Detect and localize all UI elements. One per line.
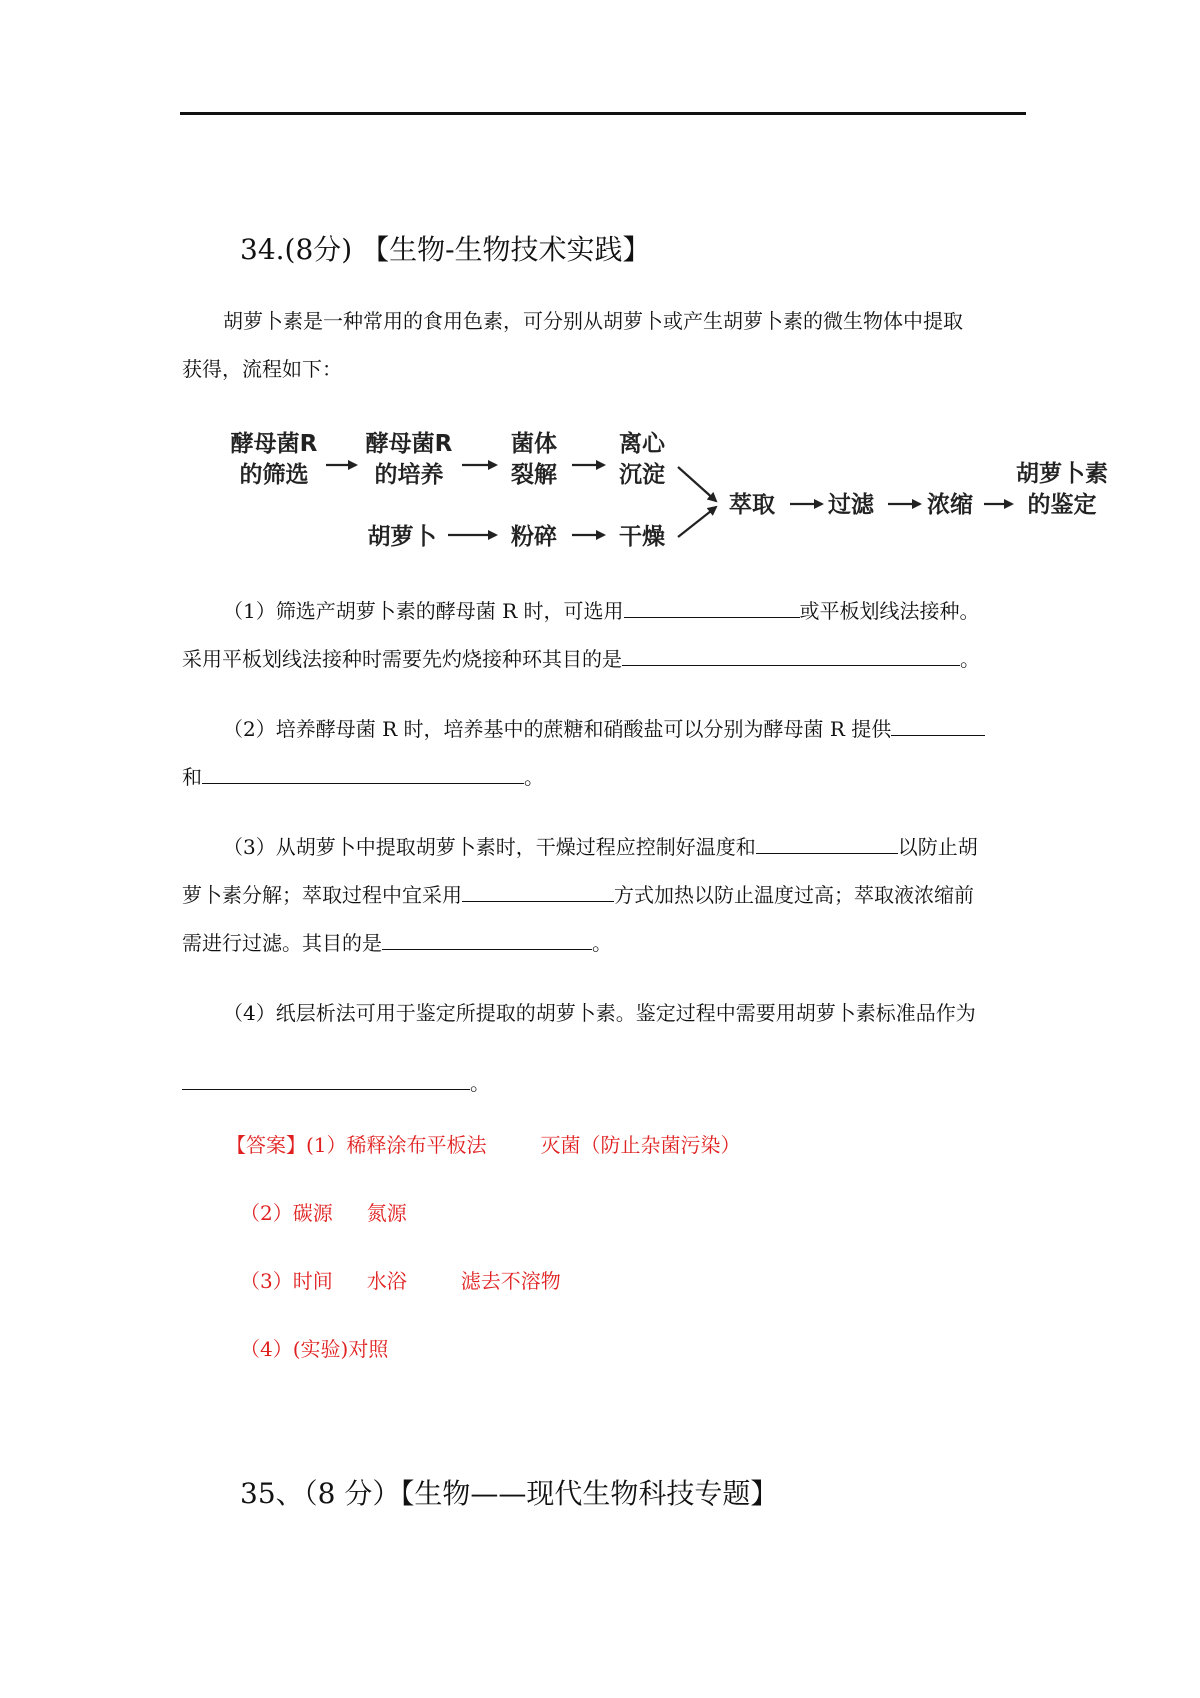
- header-rule: [180, 112, 1026, 115]
- q34-sub3-text-b: 以防止胡: [897, 835, 978, 859]
- q34-intro-line2: 获得，流程如下：: [182, 357, 342, 381]
- answer-2-number: （2）: [240, 1201, 293, 1225]
- q34-sub3-text-a: （3）从胡萝卜中提取胡萝卜素时，干燥过程应控制好温度和: [223, 835, 756, 859]
- q34-sub2-text-c: 。: [524, 765, 544, 789]
- flow-node-culture-line1: 酵母菌R: [365, 431, 453, 457]
- q34-sub1-text-d: 。: [960, 647, 980, 671]
- flow-node-culture-line2: 的培养: [374, 462, 444, 488]
- question-35-title: 35、（8 分）【生物——现代生物科技专题】: [240, 1477, 779, 1510]
- answer-line-1: [226, 1129, 741, 1158]
- q34-sub2-text-b: 和: [182, 765, 202, 789]
- answer-3c: 滤去不溶物: [460, 1269, 561, 1293]
- question-34-title: 34.(8分) 【生物-生物技术实践】: [240, 233, 651, 266]
- answer-1a: 稀释涂布平板法: [346, 1133, 487, 1157]
- flow-node-centrifuge-line2: 沉淀: [619, 462, 665, 488]
- flow-node-grind: 粉碎: [511, 524, 557, 550]
- q34-sub3-text-f: 。: [592, 931, 612, 955]
- q34-sub4-line2: [182, 1059, 490, 1107]
- flow-node-dry: 干燥: [619, 524, 665, 550]
- flow-arrow-merge-top: [678, 467, 716, 501]
- q34-sub3-line2: [182, 871, 974, 919]
- flow-arrow-merge-bottom: [678, 507, 716, 537]
- q34-sub1-text-c: 采用平板划线法接种时需要先灼烧接种环其目的是: [182, 647, 622, 671]
- q34-sub3-text-c: 萝卜素分解；萃取过程中宜采用: [182, 883, 462, 907]
- answer-4a: (实验)对照: [292, 1337, 389, 1361]
- blank-3a[interactable]: [756, 831, 898, 854]
- q34-sub2-line1: [223, 705, 985, 753]
- q34-sub1-text-a: （1）筛选产胡萝卜素的酵母菌 R 时，可选用: [223, 599, 624, 623]
- q34-sub2-line2: [182, 753, 544, 801]
- q34-sub2-text-a: （2）培养酵母菌 R 时，培养基中的蔗糖和硝酸盐可以分别为酵母菌 R 提供: [223, 717, 892, 741]
- q34-sub3-text-d: 方式加热以防止温度过高；萃取液浓缩前: [614, 883, 974, 907]
- blank-3c[interactable]: [382, 927, 592, 950]
- q34-sub4-text-b: 。: [470, 1071, 490, 1095]
- answer-3-number: （3）: [240, 1269, 293, 1293]
- flow-node-identify-line1: 胡萝卜素: [1016, 461, 1108, 487]
- flow-node-centrifuge-line1: 离心: [619, 431, 665, 457]
- flow-node-screening-line2: 的筛选: [239, 462, 309, 488]
- answer-label: 【答案】: [226, 1133, 306, 1157]
- q34-sub4-line1: （4）纸层析法可用于鉴定所提取的胡萝卜素。鉴定过程中需要用胡萝卜素标准品作为: [223, 1001, 976, 1025]
- blank-1b[interactable]: [622, 643, 960, 666]
- flow-node-concentrate: 浓缩: [927, 492, 973, 518]
- q34-sub3-text-e: 需进行过滤。其目的是: [182, 931, 382, 955]
- flow-node-lysis-line2: 裂解: [511, 462, 557, 488]
- flow-node-identify-line2: 的鉴定: [1027, 492, 1097, 518]
- q34-sub1-text-b: 或平板划线法接种。: [799, 599, 980, 623]
- answer-1b: 灭菌（防止杂菌污染）: [540, 1133, 741, 1157]
- flow-node-carrot: 胡萝卜: [367, 524, 437, 550]
- q34-sub1-line2: [182, 635, 980, 683]
- blank-3b[interactable]: [462, 879, 614, 902]
- blank-2a[interactable]: [891, 713, 985, 736]
- answer-4-number: （4）: [240, 1337, 293, 1361]
- q34-sub1-line1: [223, 587, 980, 635]
- answer-line-2: [240, 1197, 407, 1226]
- answer-3a: 时间: [292, 1269, 333, 1293]
- blank-4[interactable]: [182, 1067, 470, 1090]
- flow-node-filter: 过滤: [828, 492, 874, 518]
- answer-2b: 氮源: [366, 1201, 407, 1225]
- answer-line-4: [240, 1333, 388, 1362]
- q34-sub3-line1: [223, 823, 978, 871]
- flow-node-extract: 萃取: [729, 492, 775, 518]
- answer-3b: 水浴: [366, 1269, 407, 1293]
- answer-2a: 碳源: [292, 1201, 333, 1225]
- extraction-flow-diagram: [200, 425, 1140, 575]
- answer-line-3: [240, 1265, 561, 1294]
- flow-node-screening-line1: 酵母菌R: [230, 431, 318, 457]
- blank-2b[interactable]: [202, 761, 524, 784]
- flow-node-lysis-line1: 菌体: [511, 431, 557, 457]
- q34-intro-line1: 胡萝卜素是一种常用的食用色素，可分别从胡萝卜或产生胡萝卜素的微生物体中提取: [223, 309, 963, 333]
- blank-1a[interactable]: [624, 595, 800, 618]
- q34-sub3-line3: [182, 919, 612, 967]
- answer-1-number: (1）: [306, 1133, 347, 1157]
